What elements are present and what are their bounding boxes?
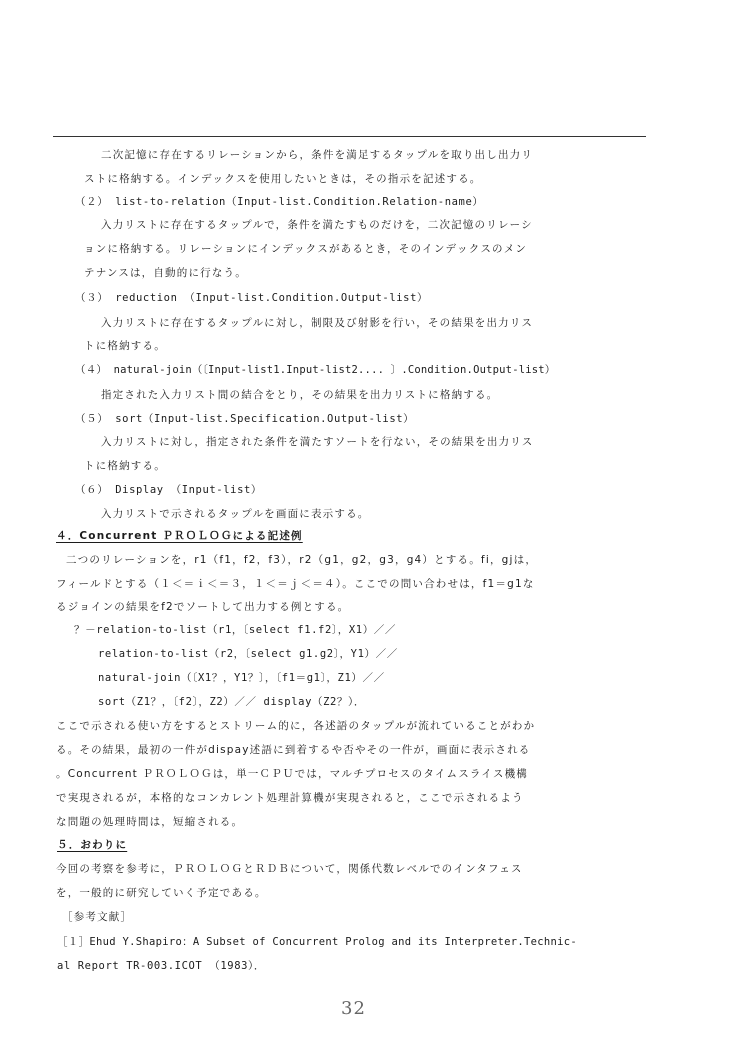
- code-line: sort（Z1？，〔f2〕，Z2）／／ display（Z2？）．: [98, 696, 365, 708]
- reference-line: al Report TR-003.ICOT （1983）．: [57, 960, 266, 972]
- body-line: 入力リストに対し，指定された条件を満たすソートを行ない，その結果を出力リス: [101, 436, 534, 448]
- list-item-heading: （５） sort（Input-list.Specification.Output-list）: [75, 413, 415, 425]
- body-line: トに格納する。: [84, 340, 166, 352]
- body-line: トに格納する。: [84, 460, 166, 472]
- header-rule: [53, 136, 646, 137]
- body-line: ここで示される使い方をするとストリーム的に，各述語のタップルが流れていることがわか: [56, 720, 536, 732]
- body-line: 指定された入力リスト間の結合をとり，その結果を出力リストに格納する。: [101, 389, 499, 401]
- body-line: ョンに格納する。リレーションにインデックスがあるとき，そのインデックスのメン: [84, 243, 528, 255]
- section-heading: ５．おわりに: [57, 839, 128, 851]
- body-line: ストに格納する。インデックスを使用したいときは，その指示を記述する。: [84, 173, 482, 185]
- section-heading: ４．Concurrent ＰＲＯＬＯＧによる記述例: [56, 530, 303, 542]
- body-line: 今回の考察を参考に，ＰＲＯＬＯＧとＲＤＢについて，関係代数レベルでのインタフェス: [56, 863, 523, 875]
- code-line: relation-to-list（r2，〔select g1.g2〕，Y1）／／: [98, 648, 398, 660]
- list-item-heading: （６） Display （Input-list）: [75, 484, 263, 496]
- body-line: で実現されるが，本格的なコンカレント処理計算機が実現されると，ここで示されるよう: [56, 792, 524, 804]
- code-line: ？－relation-to-list（r1，〔select f1.f2〕，X1）／／: [74, 624, 396, 636]
- list-item-heading: （３） reduction （Input-list.Condition.Output-list）: [75, 292, 429, 304]
- body-line: るジョインの結果をf2でソートして出力する例とする。: [56, 601, 350, 613]
- body-line: テナンスは，自動的に行なう。: [84, 267, 247, 279]
- body-line: 入力リストに存在するタップルに対し，制限及び射影を行い，その結果を出力リス: [101, 317, 534, 329]
- body-line: 入力リストに存在するタップルで，条件を満たすものだけを，二次記憶のリレーシ: [101, 219, 533, 231]
- body-line: る。その結果，最初の一件がdispay述語に到着するや否やその一件が，画面に表示される: [56, 744, 531, 756]
- list-item-heading: （２） list-to-relation（Input-list.Condition.Relation-name）: [75, 196, 484, 208]
- body-line: 二つのリレーションを，r1（f1，f2，f3），r2（g1，g2，g3，g4）とする。fi，gjは，: [66, 554, 538, 566]
- body-line: な問題の処理時間は，短縮される。: [56, 816, 244, 828]
- body-line: フィールドとする（１＜＝ｉ＜＝３，１＜＝ｊ＜＝４）。ここでの問い合わせは，f1＝g1な: [56, 578, 535, 590]
- body-line: を，一般的に研究していく予定である。: [56, 887, 267, 899]
- body-line: 入力リストで示されるタップルを画面に表示する。: [101, 508, 370, 520]
- reference-line: ［１］Ehud Y.Shapiro：A Subset of Concurrent Prolog and its Interpreter.Technic-: [57, 936, 577, 948]
- body-line: 二次記憶に存在するリレーションから，条件を満足するタップルを取り出し出力リ: [101, 149, 534, 161]
- body-line: 。Concurrent ＰＲＯＬＯＧは，単一ＣＰＵでは，マルチプロセスのタイムスライス機構: [56, 768, 528, 780]
- references-heading: ［参考文献］: [62, 911, 133, 923]
- page-number: 32: [341, 998, 366, 1019]
- code-line: natural-join（〔X1？，Y1？〕，〔f1＝g1〕，Z1）／／: [98, 672, 385, 684]
- list-item-heading: （４） natural-join（〔Input-list1.Input-list2.... 〕.Condition.Output-list）: [75, 364, 556, 376]
